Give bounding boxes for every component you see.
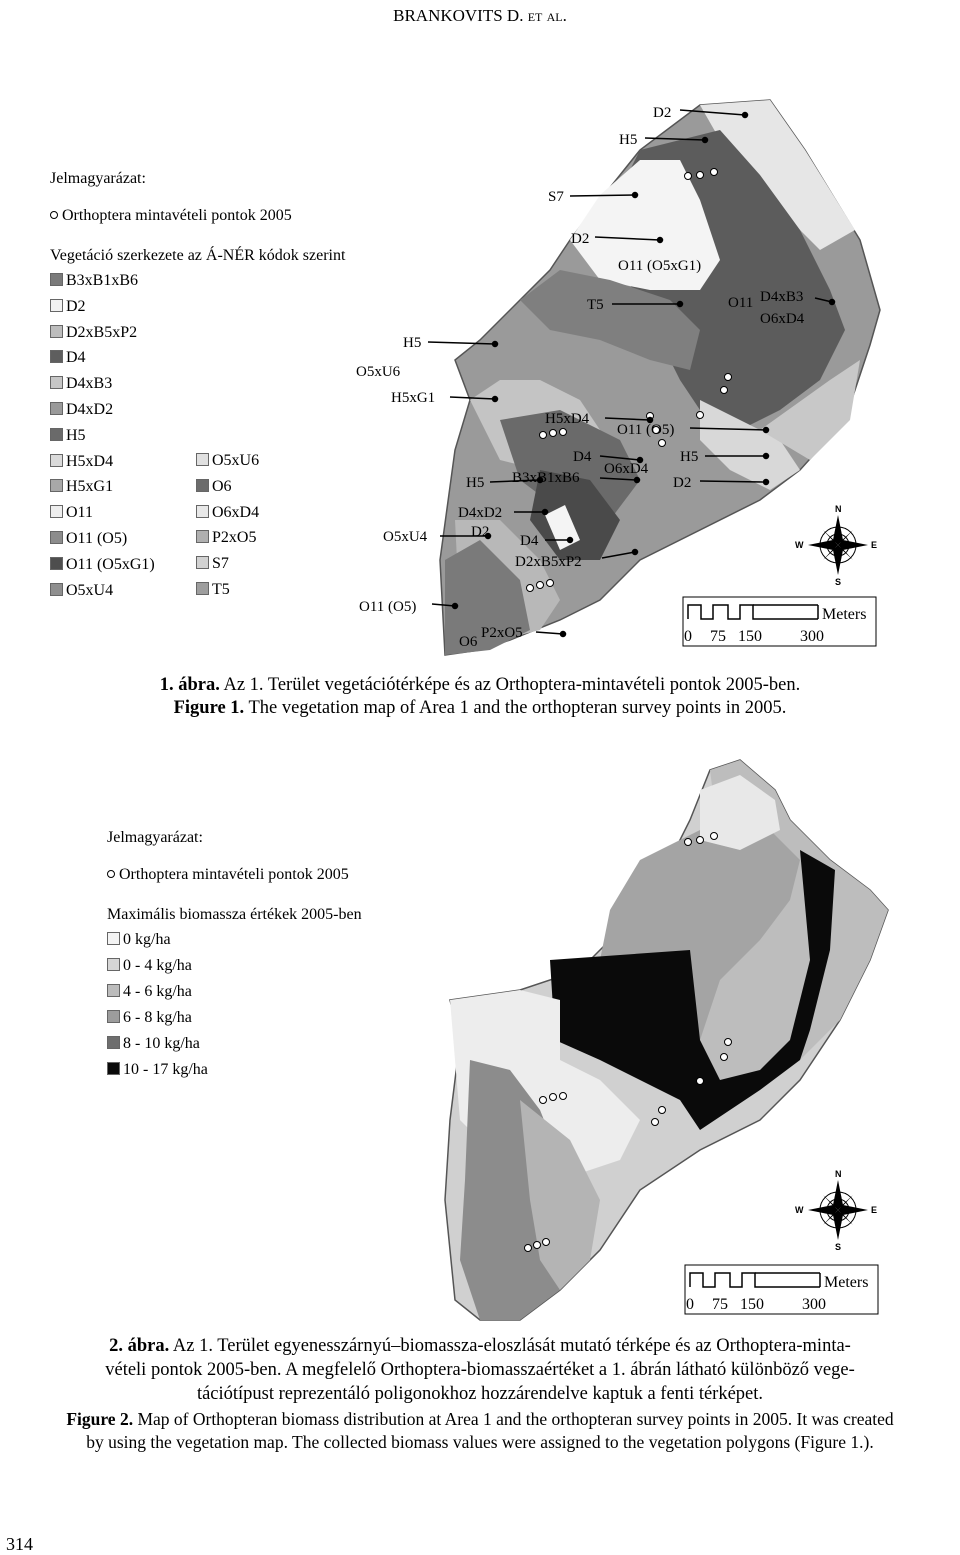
legend-swatch [196,505,209,518]
legend-swatch [50,428,63,441]
legend-swatch [50,350,63,363]
legend-swatch [50,325,63,338]
legend-label: H5 [66,426,86,444]
legend-item [107,958,192,974]
compass-rose-icon [795,1169,877,1252]
legend-swatch [196,453,209,466]
scale-bar [685,1265,878,1314]
map-label: O6xD4 [760,311,805,327]
map-label: D4xD2 [458,505,503,521]
legend-label: S7 [212,555,229,573]
legend-swatch [50,273,63,286]
map-label: H5 [680,449,699,465]
scale-tick: 150 [738,628,762,645]
compass-west: W [795,540,804,550]
legend-biomass-title: Maximális biomassza értékek 2005-ben [107,906,362,923]
compass-north: N [835,1169,842,1179]
scale-tick: 75 [712,1296,728,1313]
caption-text: Az 1. Terület vegetációtérképe és az Orthoptera-mintavételi pontok 2005-ben. [219,675,801,695]
map-label: O6 [459,634,478,650]
figure-2 [0,740,960,1480]
legend-item [50,299,86,315]
legend-item [107,932,171,948]
legend-swatch [50,557,63,570]
legend-item [196,556,229,572]
legend-item [196,582,230,598]
compass-east: E [871,1205,878,1215]
map-label: O11 (O5xG1) [618,258,702,274]
map-label: D4xB3 [760,289,804,305]
compass-east: E [871,540,878,550]
legend-item [107,1036,200,1052]
page-number: 314 [6,1534,33,1554]
figure-2-caption-hu-3: tációtípust reprezentáló poligonokhoz hozzárendelve kaptuk a fenti térképet. [196,1384,764,1404]
legend-swatch [196,530,209,543]
figure-2-caption-hu-1 [0,1335,960,1358]
legend-item [50,350,86,366]
map-label: O11 (O5) [359,599,417,615]
map-label: H5xD4 [545,411,590,427]
legend-swatch [50,505,63,518]
legend-label: O11 (O5) [66,530,128,547]
legend-label: O5xU6 [212,452,260,469]
map-label: D4 [573,449,592,465]
caption-text: Az 1. Terület egyenesszárnyú–biomassza-eloszlását mutató térképe és az Orthoptera-minta- [169,1336,851,1356]
legend-swatch [50,479,63,492]
caption-text: The vegetation map of Area 1 and the orthopteran survey points in 2005. [244,698,787,718]
scale-bar [683,597,876,646]
scale-tick: 300 [800,628,824,645]
legend-label: 6 - 8 kg/ha [123,1009,192,1026]
scale-unit: Meters [824,1274,869,1291]
scale-tick: 0 [686,1296,694,1313]
legend-points-label: Orthoptera mintavételi pontok 2005 [62,207,292,224]
map-label: P2xO5 [481,625,523,641]
legend-label: O6xD4 [212,503,260,521]
legend-label: D4xD2 [66,401,114,418]
legend-title: Jelmagyarázat: [107,829,203,846]
legend-item [50,531,127,547]
map-label: O11 (O5) [617,422,675,438]
scale-tick: 150 [740,1296,764,1313]
legend-swatch [196,582,209,595]
figure-2-caption-en-2: by using the vegetation map. The collected biomass values were assigned to the vegetation polygons (Figure 1.). [86,1432,874,1452]
map-label: O6xD4 [604,461,649,477]
legend-item [196,530,256,546]
legend-label: H5xD4 [66,452,114,470]
compass-west: W [795,1205,804,1215]
legend-points [50,208,292,224]
legend-item [196,479,232,495]
legend-item [50,454,113,470]
map-label: D2 [471,524,490,540]
scale-tick: 75 [710,628,726,645]
legend-item [50,428,86,444]
legend-label: T5 [212,581,230,598]
legend-swatch [50,402,63,415]
legend-item [50,505,93,521]
scale-tick: 300 [802,1296,826,1313]
figure-2-caption-en-1 [0,1408,960,1431]
legend-points [107,867,349,883]
legend-swatch [50,454,63,467]
legend-swatch [107,958,120,971]
map-label: B3xB1xB6 [512,470,580,486]
legend-points-label: Orthoptera mintavételi pontok 2005 [119,866,349,883]
legend-swatch [107,1036,120,1049]
figure-1-caption-en [0,697,960,720]
legend-item [50,402,113,418]
legend-label: O5xU4 [66,581,114,599]
compass-south: S [835,1242,842,1252]
legend-swatch [50,583,63,596]
compass-rose-icon [795,504,877,587]
legend-label: O11 [66,504,93,522]
legend-item [50,376,112,392]
legend-title: Jelmagyarázat: [50,170,146,187]
legend-item [50,325,137,341]
map-label: D4 [520,533,539,549]
map-label: D2 [653,105,672,121]
running-head: BRANKOVITS D. et al. [393,6,567,25]
legend-item [50,479,113,495]
map-label: D2 [673,475,692,491]
legend-label: D4 [66,349,86,367]
legend-label: 10 - 17 kg/ha [123,1061,208,1078]
scale-tick: 0 [684,628,692,645]
legend-label: D2xB5xP2 [66,323,138,341]
legend-swatch [107,1062,120,1075]
legend-label: 0 kg/ha [123,931,171,948]
map-label: H5 [466,475,485,491]
legend-veg-title: Vegetáció szerkezete az Á-NÉR kódok szerint [50,247,346,264]
map-label: O11 [728,295,754,311]
figure-1-caption-hu [0,674,960,697]
legend-item [107,984,192,1000]
legend-item [196,453,259,469]
legend-label: 8 - 10 kg/ha [123,1035,200,1052]
map-label: H5 [403,335,422,351]
legend-label: D4xB3 [66,375,113,393]
legend-swatch [107,1010,120,1023]
compass-south: S [835,577,842,587]
map-label: S7 [548,189,564,205]
survey-point-icon [107,870,115,878]
legend-label: 4 - 6 kg/ha [123,983,192,1000]
map-label: T5 [587,297,604,313]
figure-1 [0,0,960,740]
map-label: H5xG1 [391,390,436,406]
legend-label: H5xG1 [66,478,114,496]
legend-label: O11 (O5xG1) [66,555,155,573]
map-label: D2xB5xP2 [515,554,582,570]
legend-swatch [196,479,209,492]
caption-prefix: 1. ábra. [159,675,220,695]
legend-label: B3xB1xB6 [66,272,139,289]
caption-prefix: Figure 2. [66,1409,134,1429]
legend-label: 0 - 4 kg/ha [123,957,192,974]
legend-swatch [107,984,120,997]
legend-swatch [50,376,63,389]
map-label: D2 [571,231,590,247]
caption-text: Map of Orthopteran biomass distribution at Area 1 and the orthopteran survey points in 2005. It was created [133,1409,894,1429]
caption-prefix: 2. ábra. [109,1336,170,1356]
survey-point-icon [50,211,58,219]
scale-unit: Meters [822,606,867,623]
legend-swatch [50,531,63,544]
legend-item [196,505,259,521]
compass-north: N [835,504,842,514]
caption-prefix: Figure 1. [173,698,245,718]
map-label: H5 [619,132,638,148]
legend-label: P2xO5 [212,529,257,547]
map-label: O5xU4 [383,529,428,545]
vegetation-map [330,95,890,665]
biomass-map [430,755,890,1330]
legend-swatch [50,299,63,312]
legend-swatch [196,556,209,569]
map-label: O5xU6 [356,364,401,380]
legend-item [107,1010,192,1026]
legend-item [50,273,138,289]
legend-item [107,1062,208,1078]
legend-label: D2 [66,297,86,315]
legend-swatch [107,932,120,945]
legend-item [50,557,155,573]
legend-label: O6 [212,477,232,495]
legend-item [50,583,113,599]
figure-2-caption-hu-2: vételi pontok 2005-ben. A megfelelő Orthoptera-biomasszaértéket a 1. ábrán látható különböző vege- [105,1360,855,1380]
